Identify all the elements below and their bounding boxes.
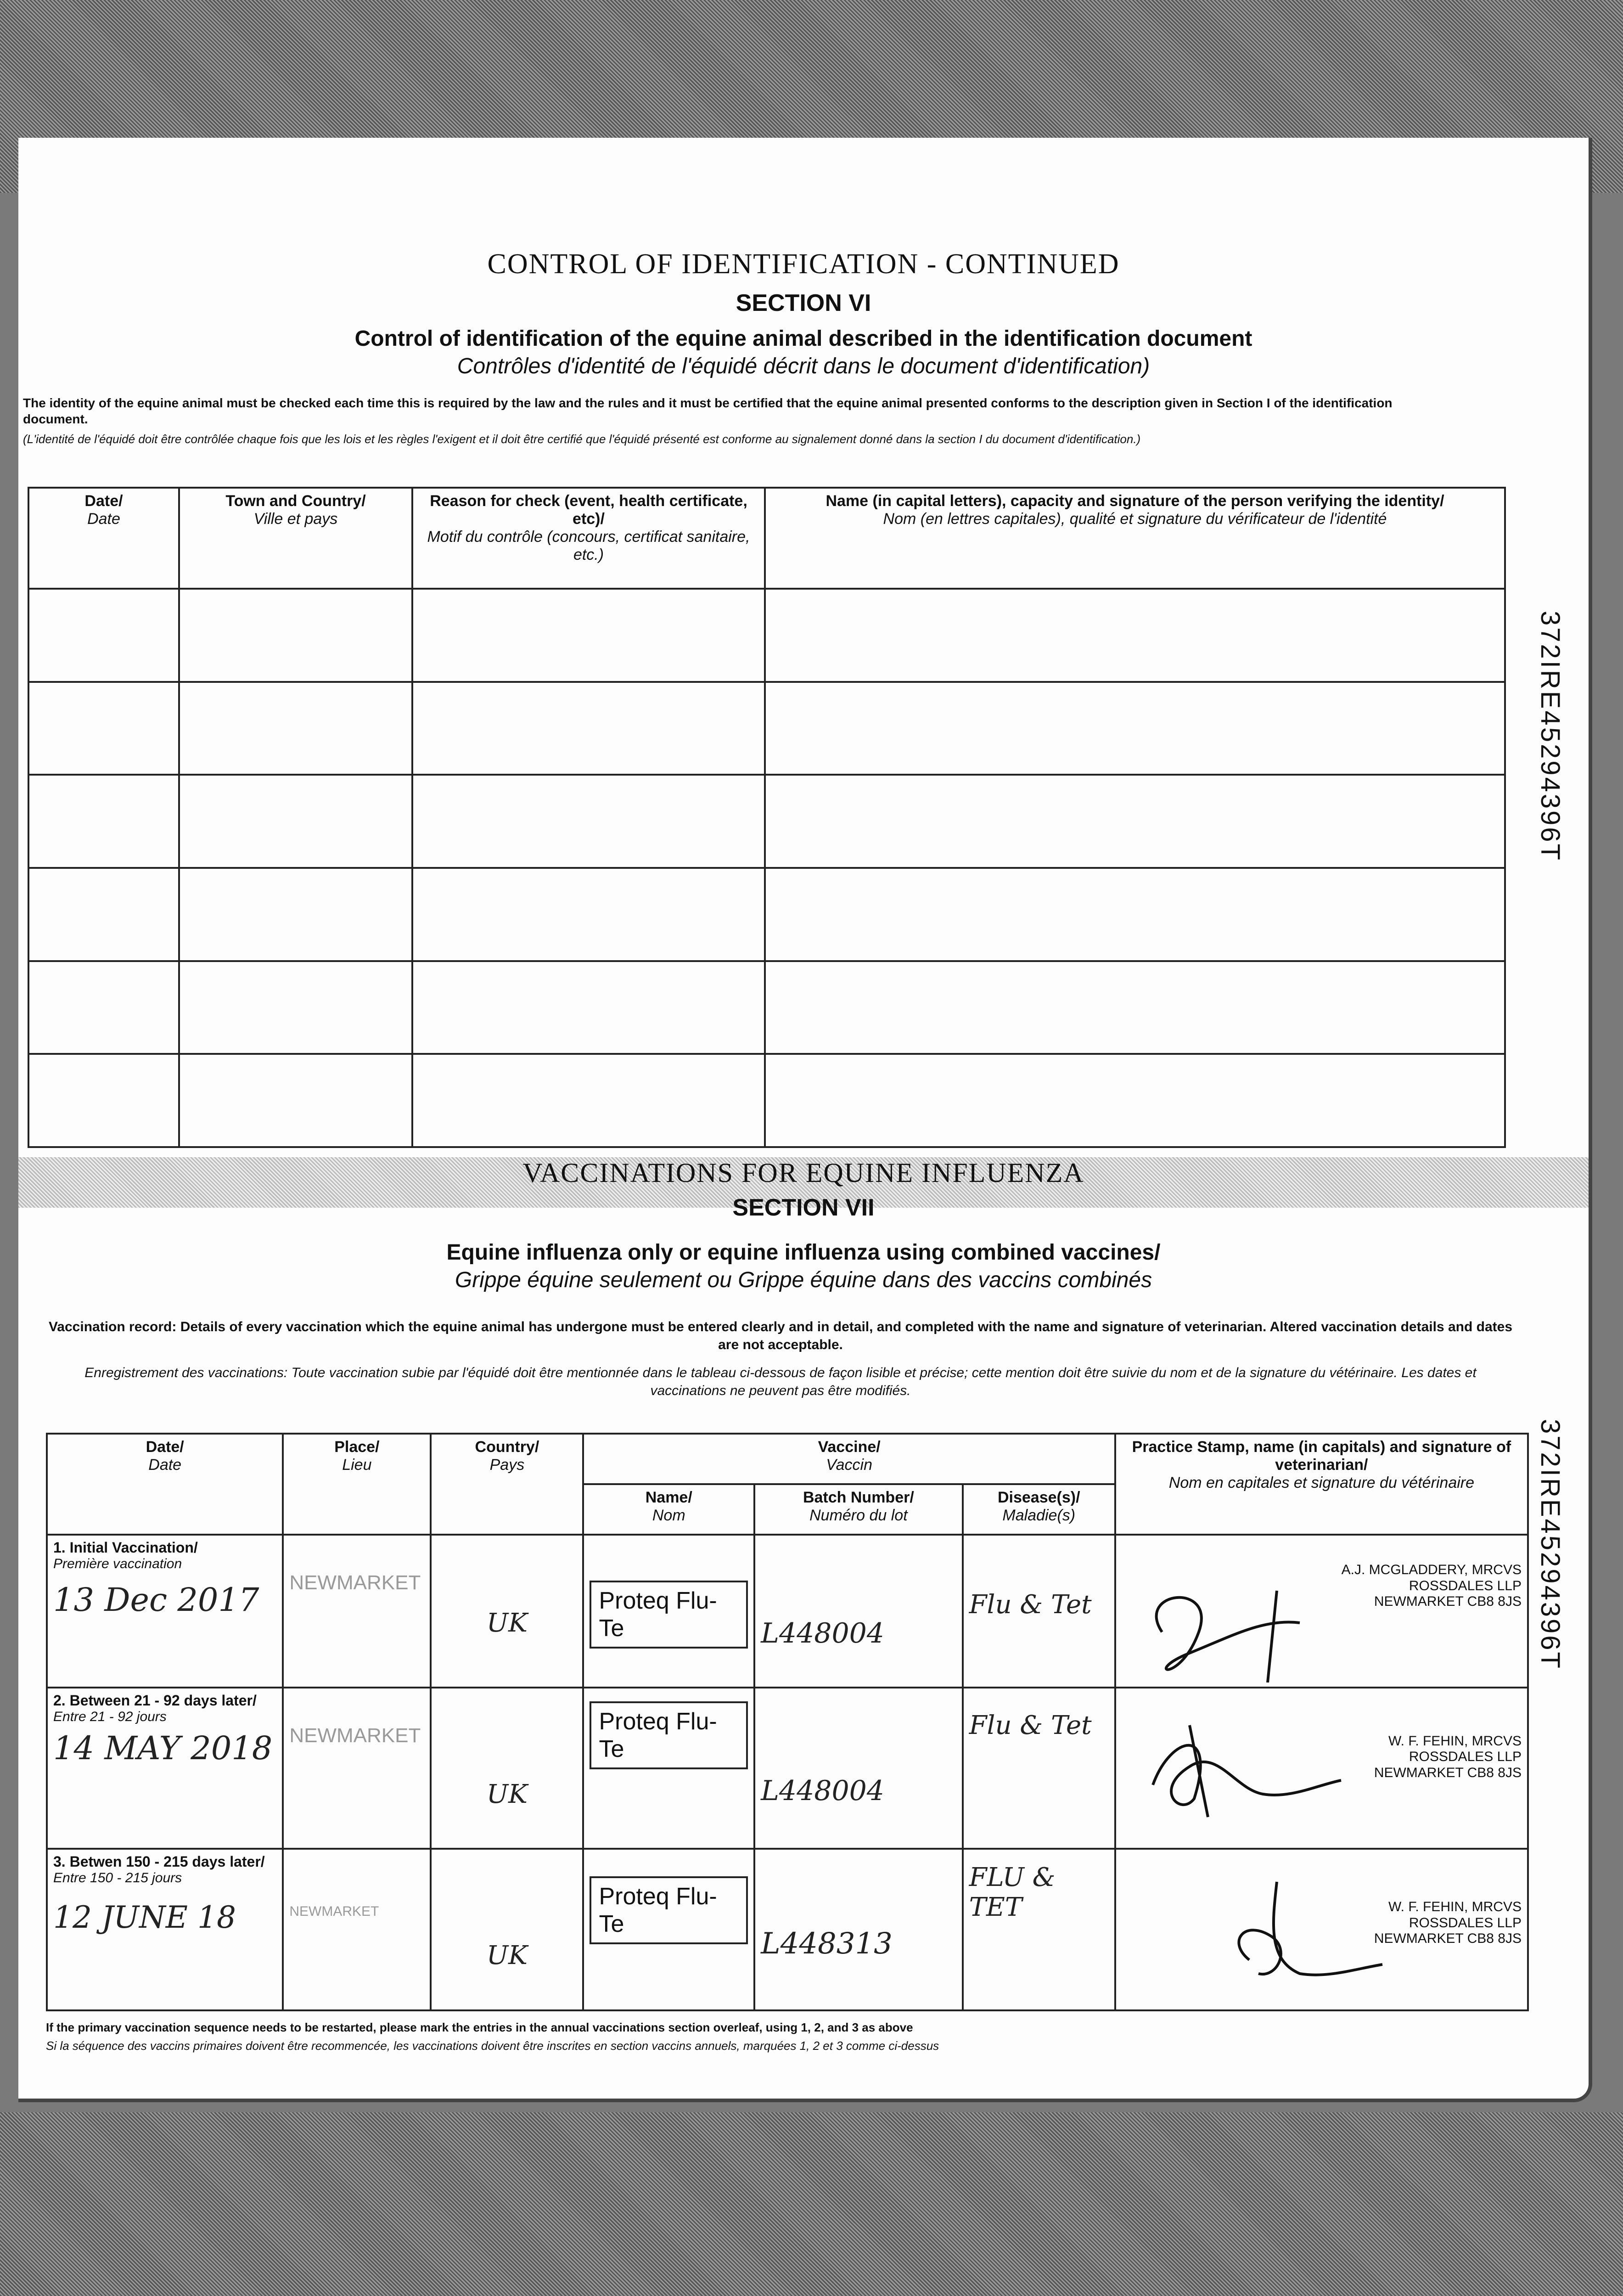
col-country-header: Country/ Pays [431, 1434, 583, 1535]
footnote-en: If the primary vaccination sequence needs to be restarted, please mark the entries in the annual vaccinations section overleaf, using 1, 2, and 3 as above [46, 2020, 913, 2034]
row2-batch-cell [754, 1688, 963, 1849]
row3-vaccine-cell [583, 1849, 754, 2010]
section6-intro-en: The identity of the equine animal must be checked each time this is required by the law and the rules and it must be certified that the equine animal presented conforms to the description given in Section I of the identification document. [23, 396, 1393, 426]
table-row [28, 589, 1505, 682]
row1-label-fr: Première vaccination [53, 1556, 182, 1571]
col-disease-header: Disease(s)/ Maladie(s) [963, 1484, 1115, 1535]
col-date-header: Date/ Date [47, 1434, 283, 1535]
row3-place-cell [283, 1849, 431, 2010]
row2-place-cell [283, 1688, 431, 1849]
col-date-header: Date/ Date [28, 488, 179, 589]
row3-batch-cell [754, 1849, 963, 2010]
table-row [28, 961, 1505, 1054]
signature-image [1125, 1563, 1355, 1683]
stamp-line: ROSSDALES LLP [1409, 1578, 1522, 1593]
row3-label: 3. Betwen 150 - 215 days later/ [53, 1853, 265, 1870]
footnote-fr: Si la séquence des vaccins primaires doivent être recommencée, les vaccinations doivent être inscrites en section vaccins annuels, marquées 1, 2 et 3 comme ci-dessus [46, 2039, 939, 2053]
identification-check-table [28, 487, 1506, 1148]
row3-label-fr: Entre 150 - 215 jours [53, 1870, 182, 1886]
row3-disease: FLU & TET [969, 1863, 1056, 1923]
row2-country-cell [431, 1688, 583, 1849]
id-code-bottom: 372IRE45294396T [1535, 1419, 1565, 1670]
stamp-line: ROSSDALES LLP [1409, 1749, 1522, 1765]
id-code-top: 372IRE45294396T [1535, 611, 1565, 862]
document-page [18, 138, 1592, 2102]
section6-intro-fr: (L'identité de l'équidé doit être contrôlée chaque fois que les lois et les règles l'exigent et il doit être certifié que l'équidé présenté est conforme au signalement donné dans la section I du document d'identification.) [23, 432, 1141, 446]
table-row [47, 1849, 1528, 2010]
row1-disease-cell [963, 1535, 1115, 1688]
row2-country: UK [486, 1779, 528, 1809]
row1-disease: Flu & Tet [969, 1590, 1092, 1620]
section7-intro-fr: Enregistrement des vaccinations: Toute vaccination subie par l'équidé doit être mentionnée dans le tableau ci-dessous de façon lisible et précise; cette mention doit être suivie du nom et de la signature du vétérinaire. Les dates et vaccinations ne peuvent pas être modifiés. [84, 1365, 1477, 1398]
signature-image [1208, 1868, 1392, 1987]
row2-disease-cell [963, 1688, 1115, 1849]
stamp-line: NEWMARKET CB8 8JS [1374, 1765, 1522, 1780]
row2-disease: Flu & Tet [969, 1710, 1092, 1740]
col-name-header: Name/ Nom [583, 1484, 754, 1535]
col-reason-header: Reason for check (event, health certificate, etc)/ Motif du contrôle (concours, certificat sanitaire, etc.) [412, 488, 765, 589]
table-row [28, 1054, 1505, 1147]
table-row [28, 868, 1505, 961]
table-row [28, 682, 1505, 775]
col-verifier-header: Name (in capital letters), capacity and signature of the person verifying the identity/ Nom (en lettres capitales), qualité et signature du vérificateur de l'identité [765, 488, 1505, 589]
col-town-header: Town and Country/ Ville et pays [179, 488, 412, 589]
col-place-header: Place/ Lieu [283, 1434, 431, 1535]
section6-title-fr: Contrôles d'identité de l'équidé décrit dans le document d'identification) [457, 354, 1150, 378]
row3-disease-cell [963, 1849, 1115, 2010]
row2-vet-cell [1115, 1688, 1528, 1849]
row1-batch: L448004 [761, 1617, 884, 1649]
row3-vaccine-label: Proteq Flu-Te [590, 1876, 748, 1944]
section6-number: SECTION VI [736, 290, 871, 316]
section7-number: SECTION VII [732, 1194, 875, 1221]
row2-label-fr: Entre 21 - 92 jours [53, 1709, 167, 1724]
stamp-line: NEWMARKET CB8 8JS [1374, 1931, 1522, 1947]
row1-batch-cell [754, 1535, 963, 1688]
col-vet-header: Practice Stamp, name (in capitals) and signature of veterinarian/ Nom en capitales et signature du vétérinaire [1115, 1434, 1528, 1535]
section7-title-fr: Grippe équine seulement ou Grippe équine dans des vaccins combinés [455, 1268, 1152, 1292]
stamp-line: A.J. MCGLADDERY, MRCVS [1341, 1562, 1522, 1577]
table-row [28, 775, 1505, 868]
row1-place: NEWMARKET [289, 1571, 421, 1594]
col-batch-header: Batch Number/ Numéro du lot [754, 1484, 963, 1535]
row1-place-cell [283, 1535, 431, 1688]
row3-batch: L448313 [761, 1927, 893, 1961]
table-row [47, 1688, 1528, 1849]
row3-vet-cell [1115, 1849, 1528, 2010]
section7-intro-en: Vaccination record: Details of every vaccination which the equine animal has undergone must be entered clearly and in detail, and completed with the name and signature of veterinarian. Altered vaccination details and dates are not acceptable. [48, 1319, 1513, 1352]
section7-heading: VACCINATIONS FOR EQUINE INFLUENZA [522, 1158, 1084, 1188]
row2-date-cell [47, 1688, 283, 1849]
row1-vaccine-cell [583, 1535, 754, 1688]
stamp-line: ROSSDALES LLP [1409, 1915, 1522, 1930]
row3-date: 12 JUNE 18 [53, 1900, 236, 1936]
scan-band-bottom [0, 2112, 1623, 2296]
row1-label: 1. Initial Vaccination/ [53, 1539, 198, 1556]
row2-vaccine-cell [583, 1688, 754, 1849]
section6-heading: CONTROL OF IDENTIFICATION - CONTINUED [487, 248, 1120, 280]
signature-image [1125, 1698, 1355, 1826]
row3-country-cell [431, 1849, 583, 2010]
section7-title-en: Equine influenza only or equine influenza using combined vaccines/ [446, 1240, 1161, 1265]
row1-date-cell [47, 1535, 283, 1688]
row2-place: NEWMARKET [289, 1724, 421, 1747]
row1-country-cell [431, 1535, 583, 1688]
vaccination-table [46, 1433, 1529, 2011]
row1-country: UK [486, 1608, 528, 1638]
row3-country: UK [486, 1941, 528, 1971]
stamp-line: W. F. FEHIN, MRCVS [1388, 1899, 1522, 1915]
row3-place: NEWMARKET [289, 1904, 379, 1919]
row2-label: 2. Between 21 - 92 days later/ [53, 1692, 257, 1709]
stamp-line: W. F. FEHIN, MRCVS [1388, 1733, 1522, 1749]
row2-vaccine-label: Proteq Flu-Te [590, 1701, 748, 1769]
row2-date: 14 MAY 2018 [53, 1729, 273, 1767]
stamp-line: NEWMARKET CB8 8JS [1374, 1594, 1522, 1609]
row1-date: 13 Dec 2017 [53, 1581, 259, 1619]
section6-title-en: Control of identification of the equine animal described in the identification document [354, 326, 1252, 351]
row2-batch: L448004 [761, 1774, 884, 1807]
row3-date-cell [47, 1849, 283, 2010]
col-vaccine-header: Vaccine/ Vaccin [583, 1434, 1115, 1484]
row1-vet-cell [1115, 1535, 1528, 1688]
row1-vaccine-label: Proteq Flu-Te [590, 1581, 748, 1649]
table-row [47, 1535, 1528, 1688]
